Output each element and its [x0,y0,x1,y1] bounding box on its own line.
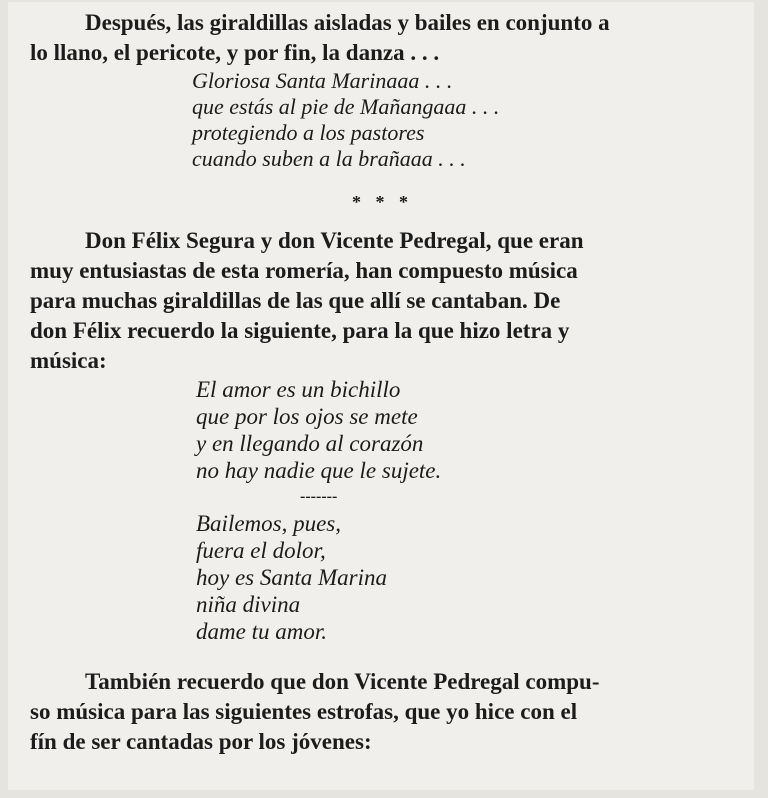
text-line: so música para las siguientes estrofas, que yo hice con el [30,699,578,724]
document-page [8,2,754,790]
verse-line: Bailemos, pues, [196,511,342,536]
verse-line: cuando suben a la brañaaa . . . [192,146,466,171]
text-line: Después, las giraldillas aisladas y bailes en conjunto a [85,10,610,35]
paragraph-3 [30,667,740,757]
verse-line: hoy es Santa Marina [196,565,388,590]
section-break: * * * [352,192,413,212]
text-line: También recuerdo que don Vicente Pedregal compu- [85,669,600,694]
text-line: música: [30,348,107,373]
verse-line: El amor es un bichillo [196,377,401,402]
text-line: muy entusiastas de esta romería, han compuesto música [30,258,578,283]
verse-line: que por los ojos se mete [196,404,418,429]
text-line: lo llano, el pericote, y por fin, la danza . . . [30,40,440,65]
text-line: Don Félix Segura y don Vicente Pedregal, que eran [85,228,584,253]
verse-block-3 [30,510,740,645]
text-line: para muchas giraldillas de las que allí se cantaban. De [30,288,561,313]
text-line: fín de ser cantadas por los jóvenes: [30,729,372,754]
verse-block-2 [30,376,740,484]
verse-line: que estás al pie de Mañangaaa . . . [192,94,500,119]
verse-line: fuera el dolor, [196,538,326,563]
verse-line: y en llegando al corazón [196,431,424,456]
verse-block-1 [30,68,740,172]
paragraph-1 [30,8,740,68]
verse-separator: ------- [300,488,338,505]
text-line: don Félix recuerdo la siguiente, para la que hizo letra y [30,318,570,343]
verse-line: no hay nadie que le sujete. [196,458,442,483]
verse-line: protegiendo a los pastores [192,120,425,145]
verse-line: Gloriosa Santa Marinaaa . . . [192,68,453,93]
verse-line: dame tu amor. [196,619,327,644]
verse-line: niña divina [196,592,301,617]
paragraph-2 [30,226,740,376]
